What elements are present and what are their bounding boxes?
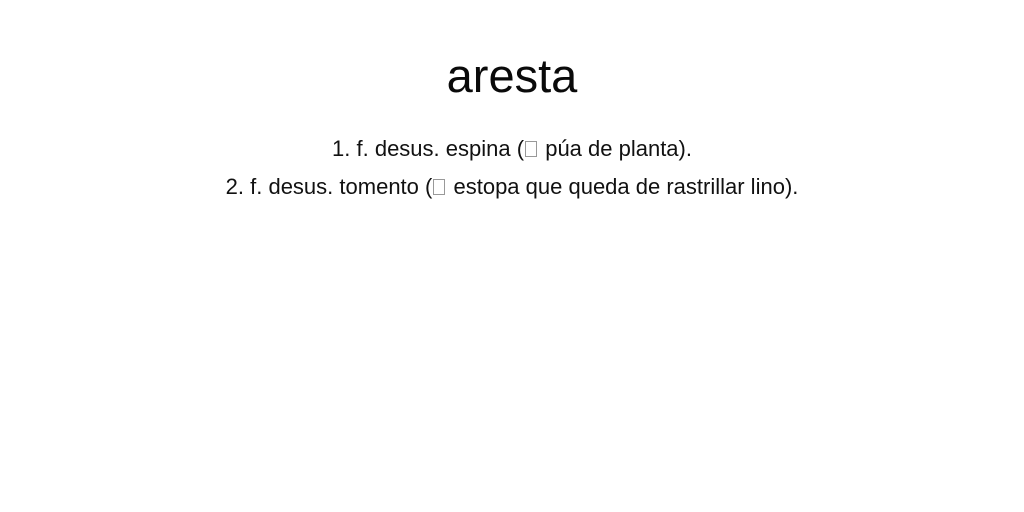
definition-term: tomento — [339, 174, 419, 199]
definition-list — [0, 130, 1024, 206]
definition-gloss: púa de planta — [545, 136, 679, 161]
definition-1: 1. f. desus. espina ( púa de planta). — [331, 136, 692, 161]
definition-closing: ). — [678, 136, 692, 161]
definition-2: 2. f. desus. tomento ( estopa que queda de rastrillar lino). — [225, 174, 799, 199]
definition-number: 2. — [225, 174, 244, 199]
definition-term: espina — [445, 136, 511, 161]
usage-label: desus. — [374, 136, 440, 161]
definition-gloss: estopa que queda de rastrillar lino — [453, 174, 785, 199]
usage-label: desus. — [268, 174, 334, 199]
headword: aresta — [446, 49, 578, 102]
missing-glyph-box-icon — [433, 179, 445, 195]
definition-closing: ). — [784, 174, 799, 199]
grammar-label: f. — [356, 136, 369, 161]
grammar-label: f. — [250, 174, 263, 199]
definition-number: 1. — [331, 136, 351, 161]
missing-glyph-box-icon — [525, 141, 537, 157]
